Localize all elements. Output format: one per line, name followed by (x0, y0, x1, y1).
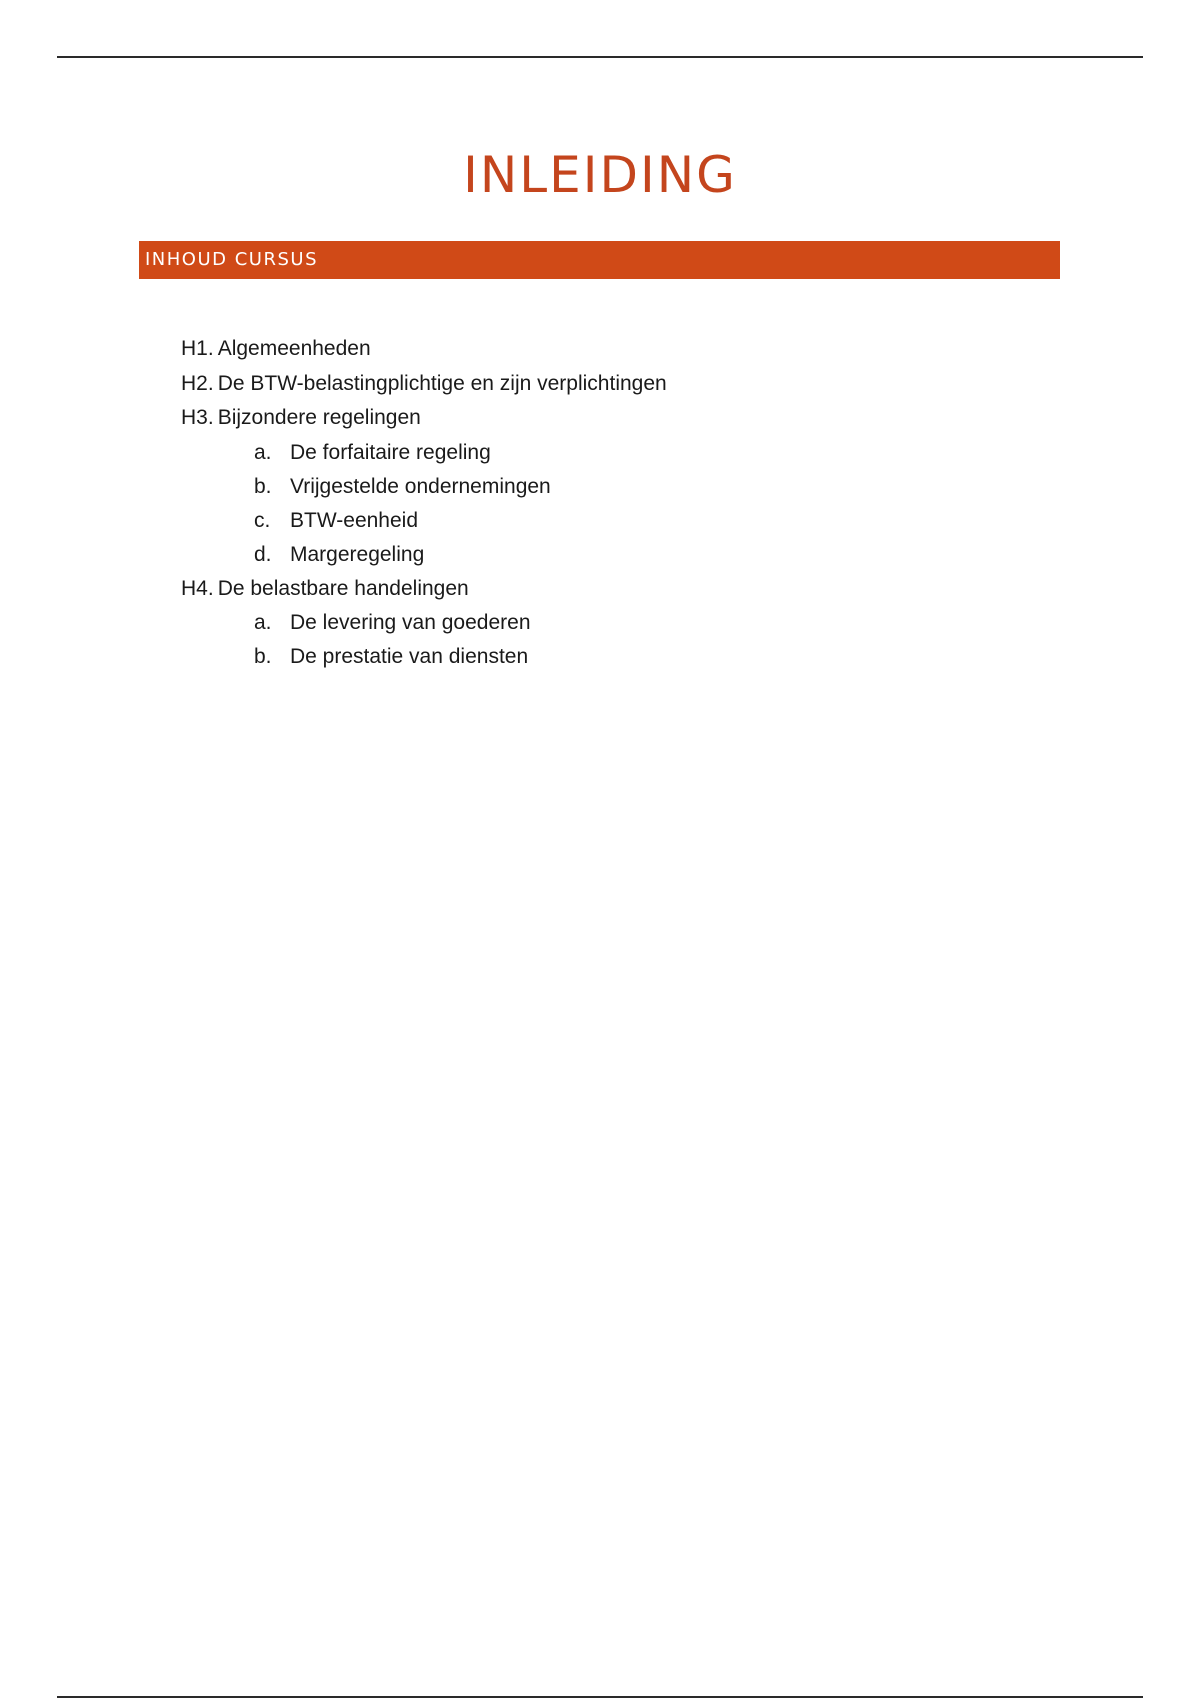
table-of-contents (181, 332, 1081, 674)
toc-number: H1. (181, 337, 214, 360)
footer-rule (57, 1696, 1143, 1698)
toc-sub-label: Margeregeling (290, 542, 425, 566)
toc-number: H2. (181, 371, 214, 395)
toc-number: H4. (181, 576, 214, 600)
toc-subitem-h3a (181, 436, 1081, 470)
page-title: INLEIDING (463, 146, 737, 204)
toc-sub-letter: a. (254, 611, 272, 634)
toc-sub-label: De forfaitaire regeling (290, 440, 491, 464)
toc-label: Bijzondere regelingen (217, 406, 421, 429)
toc-sub-letter: a. (254, 440, 272, 464)
header-rule (57, 56, 1143, 58)
toc-sub-letter: d. (254, 542, 272, 566)
toc-label: De BTW-belastingplichtige en zijn verplichtingen (217, 371, 667, 395)
toc-number: H3. (181, 406, 214, 429)
toc-sub-letter: b. (254, 645, 272, 668)
toc-subitem-h3d (181, 538, 1081, 572)
toc-subitem-h3b (181, 470, 1081, 504)
section-banner: INHOUD CURSUS (139, 241, 1060, 279)
toc-sub-label: De prestatie van diensten (290, 645, 529, 668)
toc-item-h1 (181, 332, 1081, 367)
toc-label: Algemeenheden (217, 337, 371, 360)
toc-sub-label: BTW-eenheid (290, 508, 419, 532)
toc-item-h3 (181, 401, 1081, 436)
toc-sub-letter: c. (254, 508, 271, 532)
toc-subitem-h3c (181, 504, 1081, 538)
toc-sub-label: Vrijgestelde ondernemingen (290, 474, 551, 498)
toc-label: De belastbare handelingen (217, 576, 469, 600)
toc-item-h2 (181, 367, 1081, 402)
toc-subitem-h4b (181, 640, 1081, 674)
toc-subitem-h4a (181, 606, 1081, 640)
toc-sub-label: De levering van goederen (290, 611, 531, 634)
toc-sub-letter: b. (254, 474, 272, 498)
toc-item-h4 (181, 572, 1081, 607)
